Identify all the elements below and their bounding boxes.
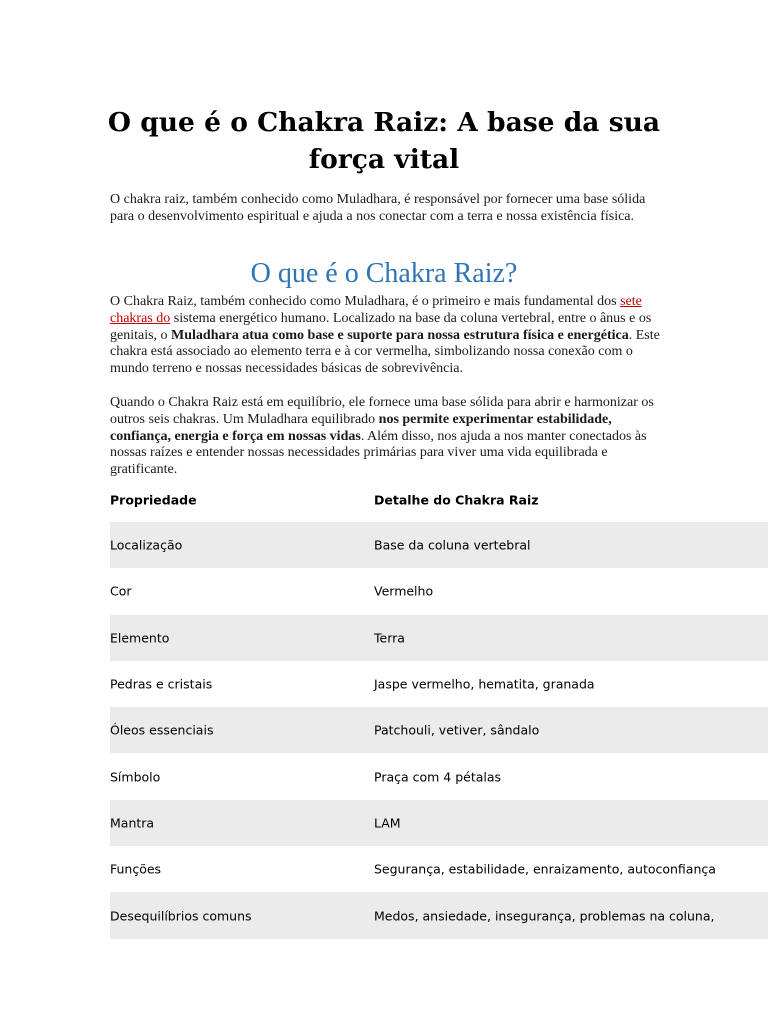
table-row xyxy=(110,753,768,799)
table-row xyxy=(110,615,768,661)
page-title: O que é o Chakra Raiz: A base da sua força vital xyxy=(107,107,661,175)
table-cell-detail: Praça com 4 pétalas xyxy=(374,769,502,785)
body2-text-end: . Além disso, nos ajuda a nos manter conectados às nossas raízes e entender nossas necessidades primárias para viver uma vida equilibrada e gratificante. xyxy=(110,428,647,478)
body2-bold-text: nos permite experimentar estabilidade, confiança, energia e força em nossas vidas xyxy=(110,411,612,444)
properties-table xyxy=(110,477,768,939)
table-cell-detail: Base da coluna vertebral xyxy=(374,537,531,553)
table-cell-detail: Segurança, estabilidade, enraizamento, autoconfiança xyxy=(374,861,716,877)
table-cell-property: Desequilíbrios comuns xyxy=(110,908,252,924)
body1-text-middle: sistema energético humano. Localizado na base da coluna vertebral, entre o ânus e os genitais, o xyxy=(110,310,652,343)
table-cell-property: Localização xyxy=(110,537,183,553)
table-cell-property: Funções xyxy=(110,861,162,877)
table-row xyxy=(110,846,768,892)
table-cell-detail: LAM xyxy=(374,815,401,831)
table-cell-detail: Patchouli, vetiver, sândalo xyxy=(374,722,540,738)
table-header-detail: Detalhe do Chakra Raiz xyxy=(374,492,539,507)
table-header-row xyxy=(110,477,768,522)
table-cell-property: Cor xyxy=(110,583,132,599)
section-heading: O que é o Chakra Raiz? xyxy=(250,258,518,289)
table-row xyxy=(110,800,768,846)
table-row xyxy=(110,892,768,938)
body1-text-start: O Chakra Raiz, também conhecido como Muladhara, é o primeiro e mais fundamental dos xyxy=(110,294,621,309)
table-header-property: Propriedade xyxy=(110,492,197,507)
table-row xyxy=(110,707,768,753)
table-cell-detail: Terra xyxy=(374,630,405,646)
intro-paragraph: O chakra raiz, também conhecido como Muladhara, é responsável por fornecer uma base sólida para o desenvolvimento espiritual e ajuda a nos conectar com a terra e nossa existência física. xyxy=(110,192,646,224)
table-cell-property: Pedras e cristais xyxy=(110,676,213,692)
body1-text-end: . Este chakra está associado ao elemento terra e à cor vermelha, simbolizando nossa conexão com o mundo terreno e nossas necessidades básicas de sobrevivência. xyxy=(110,327,660,377)
body1-bold-text: Muladhara atua como base e suporte para nossa estrutura física e energética xyxy=(171,327,629,343)
body2-text-start: Quando o Chakra Raiz está em equilíbrio, ele fornece uma base sólida para abrir e harmonizar os outros seis chakras. Um Muladhara equilibrado xyxy=(110,395,654,427)
table-cell-detail: Vermelho xyxy=(374,583,434,599)
sete-chakras-link[interactable]: sete chakras do xyxy=(110,294,642,326)
table-row xyxy=(110,661,768,707)
table-row xyxy=(110,522,768,568)
table-row xyxy=(110,568,768,614)
table-cell-detail: Medos, ansiedade, insegurança, problemas na coluna, xyxy=(374,908,715,924)
table-cell-property: Símbolo xyxy=(110,769,161,785)
table-cell-property: Óleos essenciais xyxy=(110,722,214,738)
table-cell-property: Elemento xyxy=(110,630,170,646)
body-paragraph-1 xyxy=(110,294,670,378)
body-paragraph-2 xyxy=(110,395,670,479)
table-cell-detail: Jaspe vermelho, hematita, granada xyxy=(374,676,595,692)
table-cell-property: Mantra xyxy=(110,815,155,831)
